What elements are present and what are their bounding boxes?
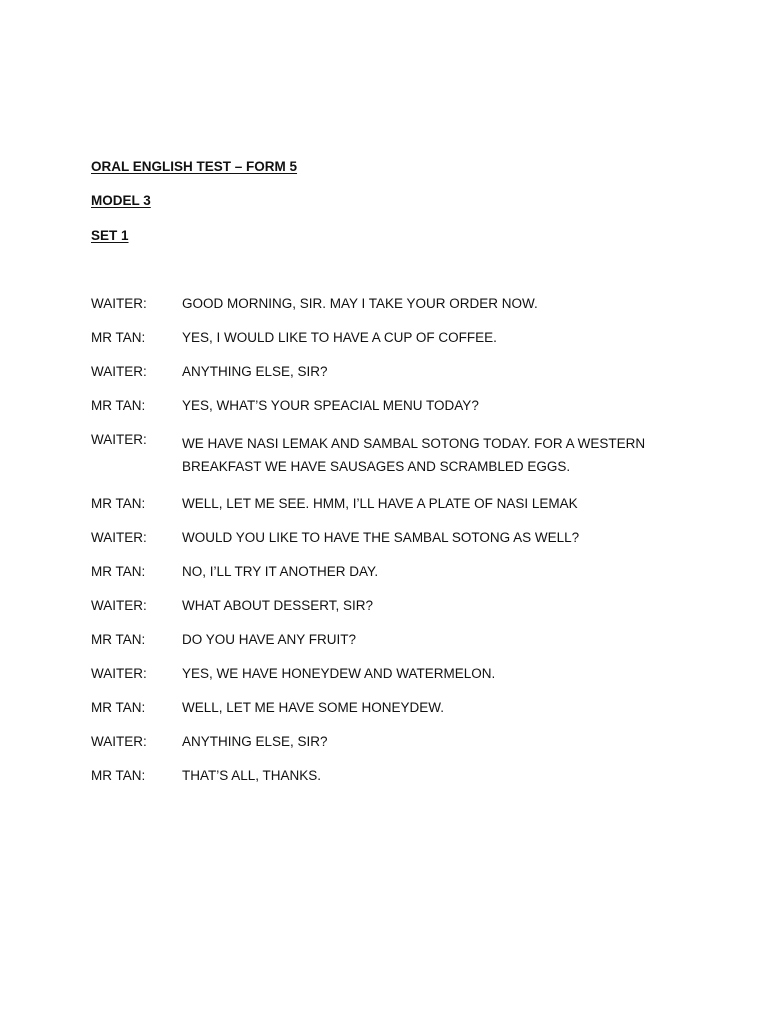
dialogue-line [91,564,691,580]
speech-line: THAT’S ALL, THANKS. [182,768,322,783]
speech-text [182,496,691,512]
speech-line: WELL, LET ME HAVE SOME HONEYDEW. [182,700,445,715]
dialogue-line [91,398,691,414]
speaker-label: WAITER: [91,666,147,681]
speech-line: WHAT ABOUT DESSERT, SIR? [182,598,374,613]
speaker-label: MR TAN: [91,768,146,783]
speech-line: NO, I’LL TRY IT ANOTHER DAY. [182,564,379,579]
speech-text [182,432,691,478]
speech-line: YES, I WOULD LIKE TO HAVE A CUP OF COFFEE. [182,330,497,345]
dialogue-line [91,598,691,614]
speech-line: YES, WE HAVE HONEYDEW AND WATERMELON. [182,666,496,681]
dialogue-line [91,768,691,784]
dialogue-line [91,432,691,478]
speech-text [182,364,691,380]
speech-line: ANYTHING ELSE, SIR? [182,364,328,379]
speech-line: WOULD YOU LIKE TO HAVE THE SAMBAL SOTONG AS WELL? [182,530,580,545]
speaker-label: WAITER: [91,364,147,379]
dialogue-line [91,364,691,380]
set-heading: SET 1 [91,228,129,243]
speaker-label: MR TAN: [91,700,146,715]
dialogue-line [91,632,691,648]
speech-text [182,598,691,614]
speech-text [182,768,691,784]
speech-text [182,666,691,682]
speech-text [182,564,691,580]
speaker-label: MR TAN: [91,564,146,579]
speech-text [182,632,691,648]
speech-line: ANYTHING ELSE, SIR? [182,734,328,749]
dialogue-list [91,296,691,802]
dialogue-line [91,496,691,512]
speech-text [182,700,691,716]
speech-text [182,398,691,414]
speech-line: WELL, LET ME SEE. HMM, I’LL HAVE A PLATE OF NASI LEMAK [182,496,578,511]
speech-text [182,296,691,312]
dialogue-line [91,734,691,750]
speech-line: DO YOU HAVE ANY FRUIT? [182,632,357,647]
speech-line: BREAKFAST WE HAVE SAUSAGES AND SCRAMBLED EGGS. [182,459,571,474]
speaker-label: WAITER: [91,530,147,545]
speech-text [182,734,691,750]
document-title: ORAL ENGLISH TEST – FORM 5 [91,159,298,174]
speaker-label: WAITER: [91,296,147,311]
speaker-label: MR TAN: [91,398,146,413]
dialogue-line [91,666,691,682]
speaker-label: MR TAN: [91,496,146,511]
speech-line: WE HAVE NASI LEMAK AND SAMBAL SOTONG TODAY. FOR A WESTERN [182,436,646,451]
speaker-label: WAITER: [91,734,147,749]
speech-text [182,330,691,346]
speech-text [182,530,691,546]
speaker-label: MR TAN: [91,632,146,647]
speaker-label: WAITER: [91,598,147,613]
dialogue-line [91,296,691,312]
dialogue-line [91,700,691,716]
dialogue-line [91,330,691,346]
model-heading: MODEL 3 [91,193,151,208]
speech-line: YES, WHAT’S YOUR SPEACIAL MENU TODAY? [182,398,479,413]
speaker-label: MR TAN: [91,330,146,345]
speech-line: GOOD MORNING, SIR. MAY I TAKE YOUR ORDER NOW. [182,296,538,311]
speaker-label: WAITER: [91,432,147,447]
dialogue-line [91,530,691,546]
